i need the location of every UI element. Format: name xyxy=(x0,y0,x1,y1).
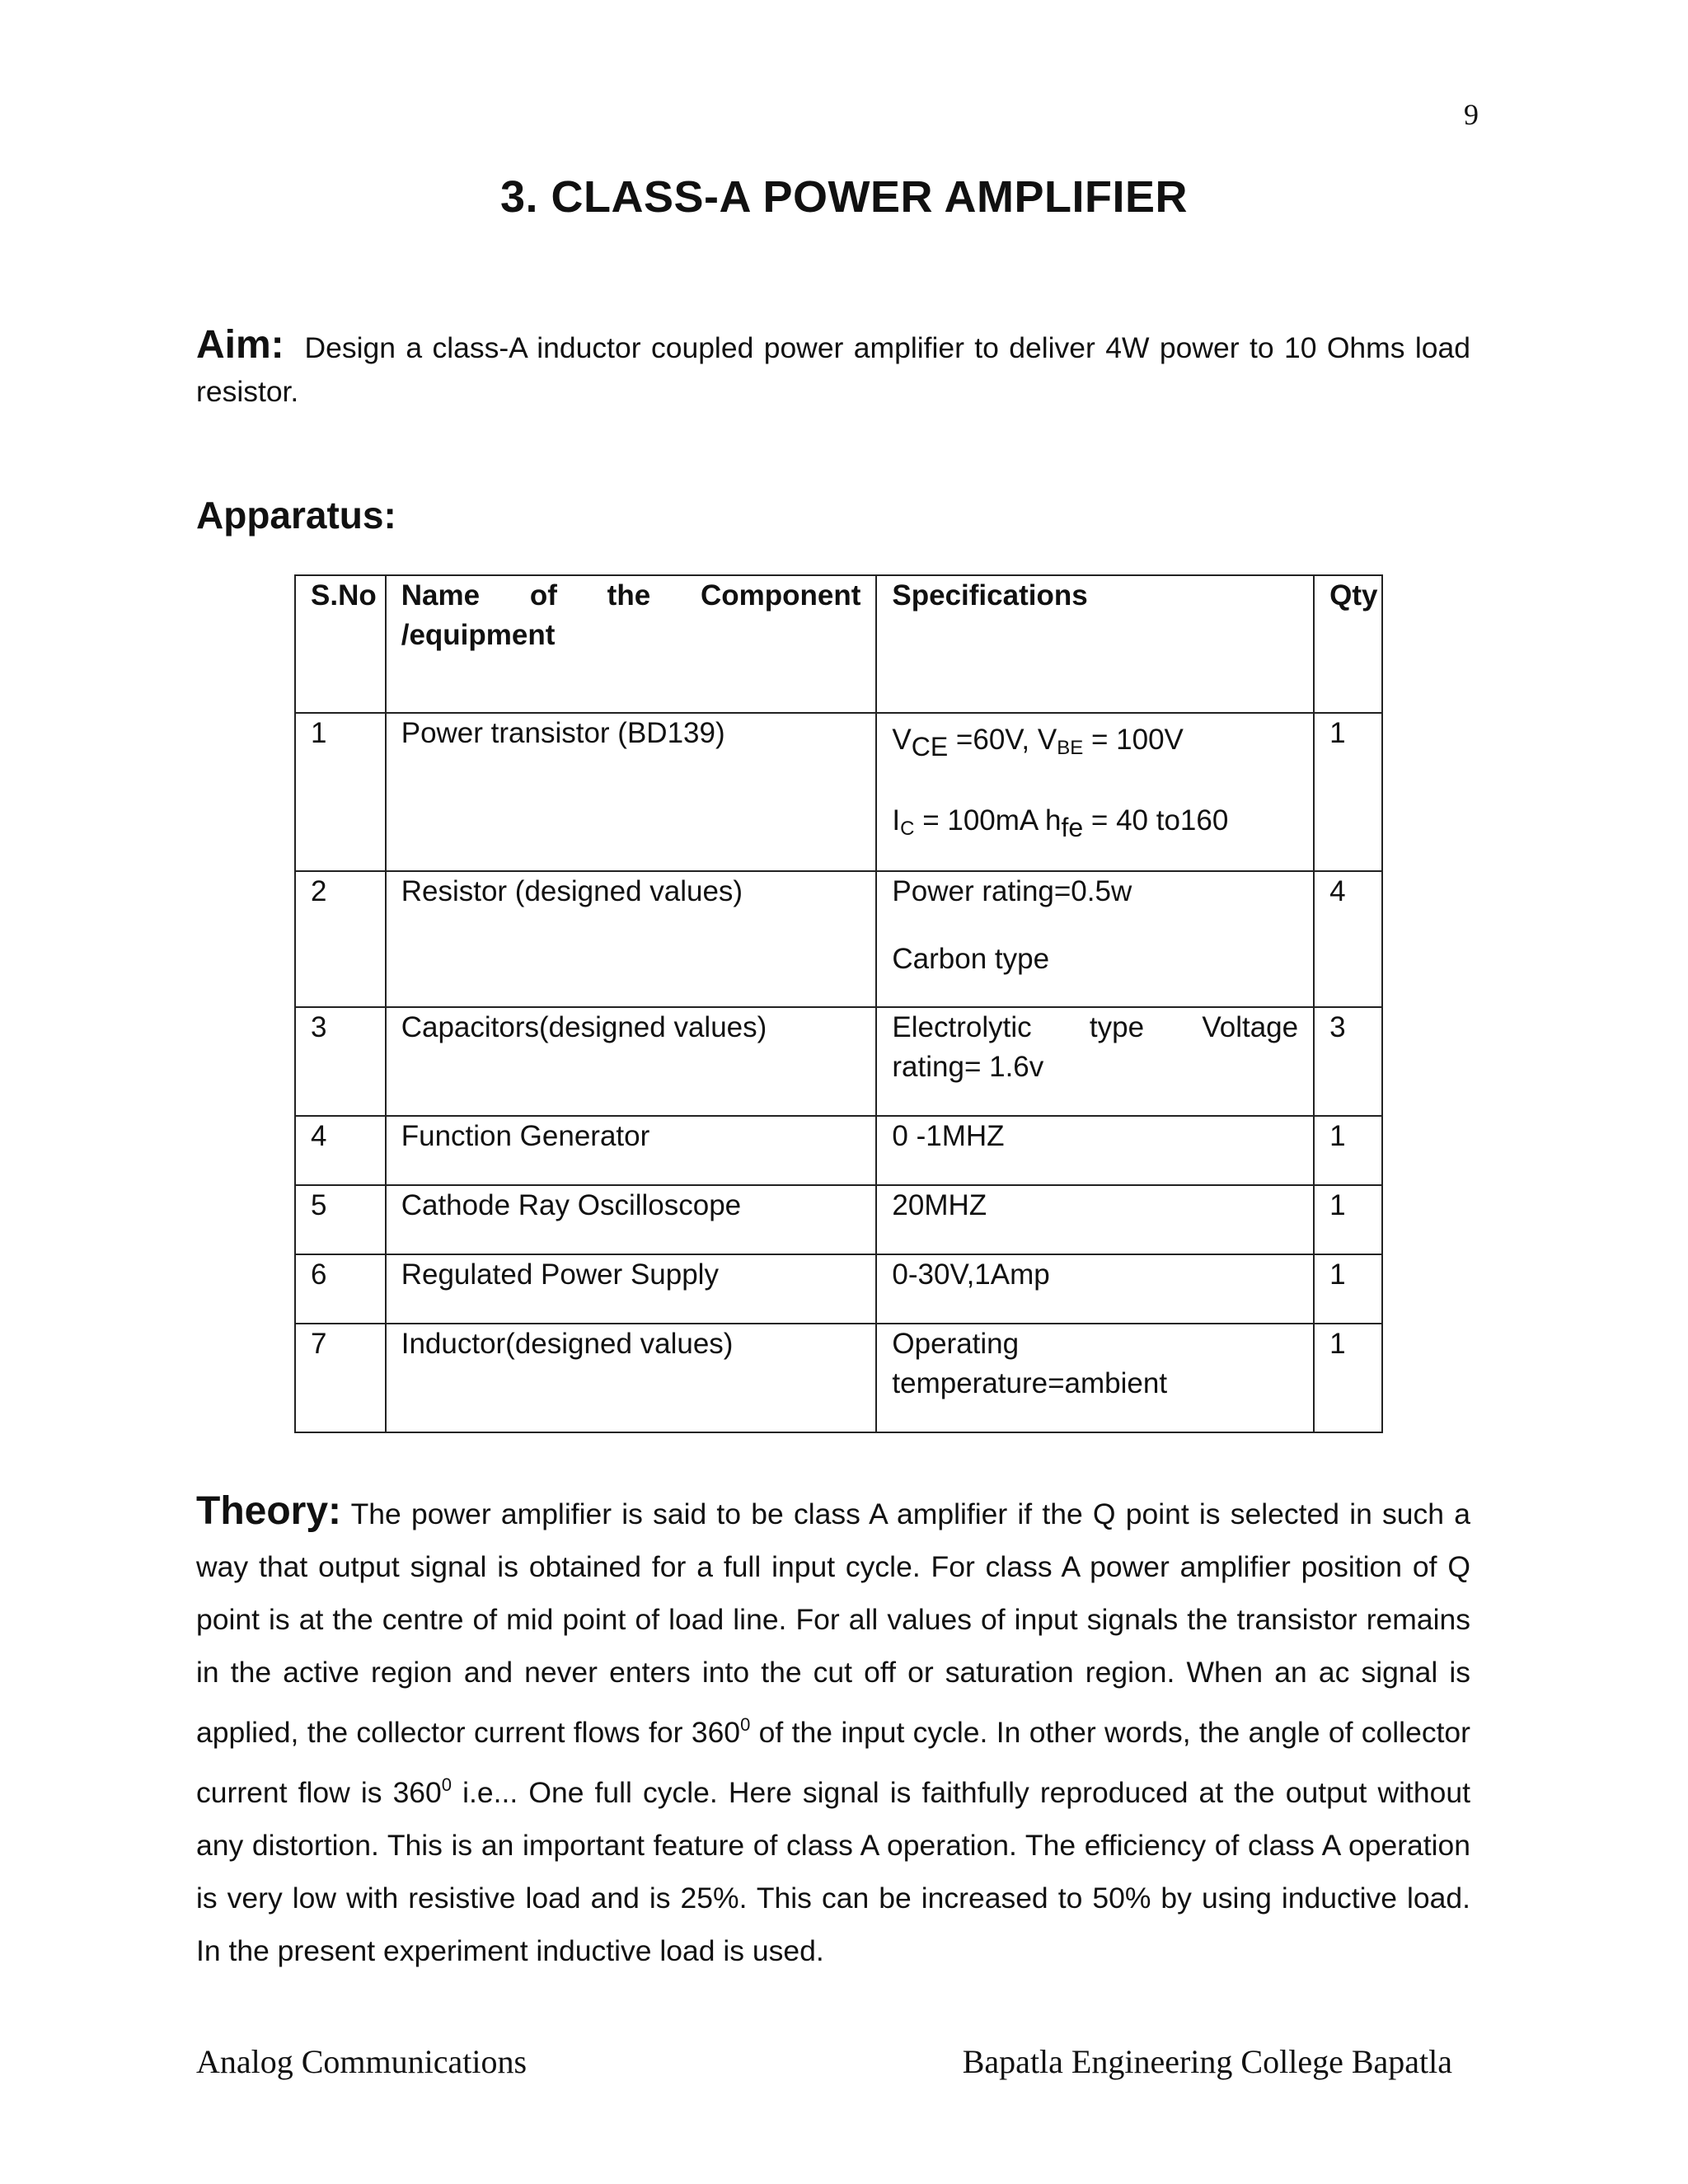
spec-line-2: rating= 1.6v xyxy=(892,1051,1044,1083)
row-name: Cathode Ray Oscilloscope xyxy=(386,1185,877,1254)
row-spec xyxy=(876,1007,1314,1116)
spec-line-2: temperature=ambient xyxy=(892,1367,1168,1399)
spec-vce-vbe: $V_{CE} =60V$, $V_{BE} = 100V$ xyxy=(892,724,1184,762)
row-qty: 1 xyxy=(1314,1324,1382,1432)
row-sno: 4 xyxy=(295,1116,386,1185)
row-qty: 1 xyxy=(1314,1116,1382,1185)
row-sno: 2 xyxy=(295,871,386,1007)
theory-text-3: i.e... One full cycle. Here signal is faithfully reproduced at the output without any distortion. This is an important feature of class A operation. The efficiency of class A operation is very low with resistive load and is 25%. This can be increased to 50% by using inductive load. In the present experiment inductive load is used. xyxy=(196,1776,1470,1967)
row-spec xyxy=(876,871,1314,1007)
table-row xyxy=(295,1254,1382,1324)
row-qty: 3 xyxy=(1314,1007,1382,1116)
header-name xyxy=(386,575,877,713)
row-sno: 6 xyxy=(295,1254,386,1324)
row-name: Inductor(designed values) xyxy=(386,1324,877,1432)
row-name: Regulated Power Supply xyxy=(386,1254,877,1324)
aim-text: Design a class-A inductor coupled power amplifier to deliver 4W power to 10 Ohms load resistor. xyxy=(196,331,1471,408)
row-spec: 0 -1MHZ xyxy=(876,1116,1314,1185)
row-spec xyxy=(876,1324,1314,1432)
header-name-line2: /equipment xyxy=(401,619,556,651)
page-number: 9 xyxy=(1464,98,1479,131)
row-name: Resistor (designed values) xyxy=(386,871,877,1007)
row-spec: 0-30V,1Amp xyxy=(876,1254,1314,1324)
footer-college: Bapatla Engineering College Bapatla xyxy=(962,2043,1452,2080)
theory-label: Theory: xyxy=(196,1489,342,1533)
table-row xyxy=(295,1116,1382,1185)
row-sno: 5 xyxy=(295,1185,386,1254)
theory-text-2: of the input cycle. In other words, the angle of collector current flow is 360 xyxy=(196,1716,1470,1809)
footer-course: Analog Communications xyxy=(196,2043,528,2080)
row-qty: 1 xyxy=(1314,1185,1382,1254)
table-row xyxy=(295,713,1382,871)
row-qty: 4 xyxy=(1314,871,1382,1007)
spec-line-1: Operating xyxy=(892,1328,1020,1360)
row-sno: 1 xyxy=(295,713,386,871)
aim-label: Aim: xyxy=(196,323,284,367)
degree-superscript: 0 xyxy=(740,1714,751,1735)
spec-ic-hfe: $I_C = 100mA$ $h_{fe} = 40$ to160 xyxy=(892,804,1229,842)
table-header-row xyxy=(295,575,1382,713)
row-sno: 3 xyxy=(295,1007,386,1116)
header-qty: Qty xyxy=(1314,575,1382,713)
row-name: Capacitors(designed values) xyxy=(386,1007,877,1116)
table-row xyxy=(295,1007,1382,1116)
header-spec: Specifications xyxy=(876,575,1314,713)
degree-superscript: 0 xyxy=(441,1774,452,1795)
theory-text-1: The power amplifier is said to be class A amplifier if the Q point is selected in such a way that output signal is obtained for a full input cycle. For class A power amplifier position of Q point is at the centre of mid point of load line. For all values of input signals the transistor remains in the active region and never enters into the cut off or saturation region. When an ac signal is applied, the collector current flows for 360 xyxy=(196,1497,1470,1749)
theory-paragraph xyxy=(196,1485,1470,1977)
spec-line-2: Carbon type xyxy=(892,943,1050,975)
table-row xyxy=(295,871,1382,1007)
header-sno: S.No xyxy=(295,575,386,713)
table-row xyxy=(295,1185,1382,1254)
aim-paragraph xyxy=(196,323,1470,414)
header-name-line1: Name of the Component xyxy=(401,579,861,612)
row-name: Power transistor (BD139) xyxy=(386,713,877,871)
table-row xyxy=(295,1324,1382,1432)
apparatus-table xyxy=(294,574,1383,1433)
row-spec xyxy=(876,713,1314,871)
row-sno: 7 xyxy=(295,1324,386,1432)
page-title: 3. CLASS-A POWER AMPLIFIER xyxy=(499,172,1189,222)
row-name: Function Generator xyxy=(386,1116,877,1185)
row-spec: 20MHZ xyxy=(876,1185,1314,1254)
row-qty: 1 xyxy=(1314,713,1382,871)
spec-line-1: Electrolytic type Voltage xyxy=(892,1011,1299,1043)
apparatus-heading: Apparatus: xyxy=(196,494,396,537)
row-qty: 1 xyxy=(1314,1254,1382,1324)
spec-line-1: Power rating=0.5w xyxy=(892,875,1132,907)
